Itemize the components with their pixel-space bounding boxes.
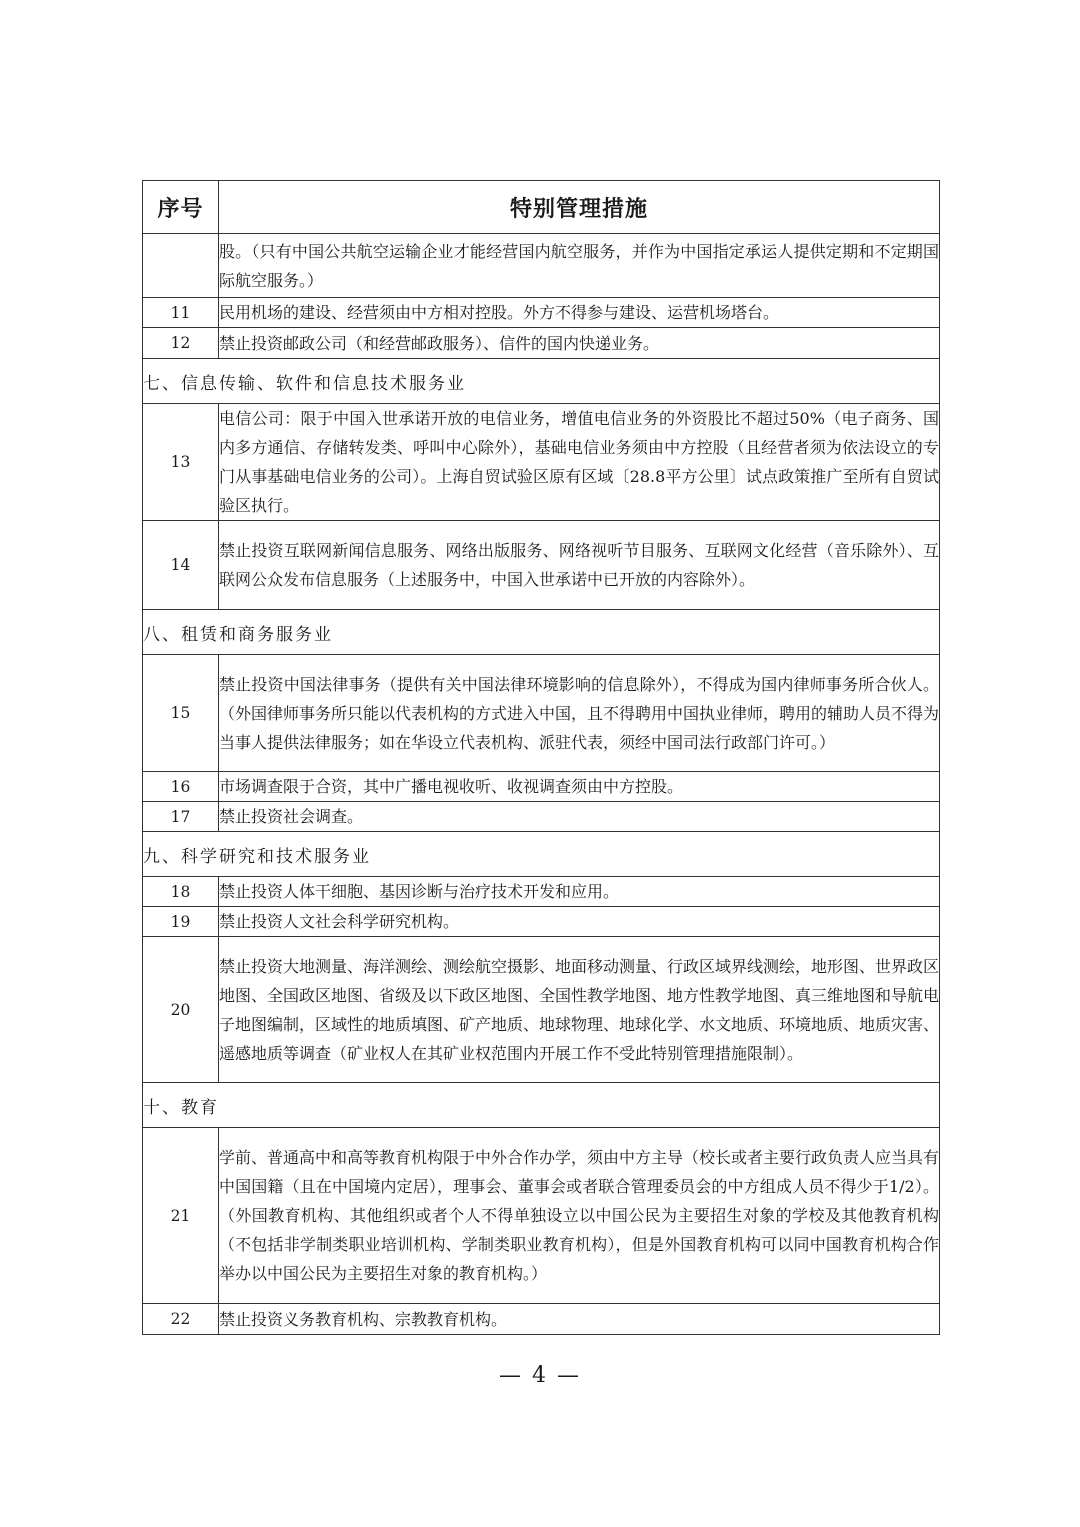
row-number: 12 bbox=[143, 328, 219, 359]
section-row bbox=[143, 359, 940, 404]
row-number: 21 bbox=[143, 1128, 219, 1304]
table-row bbox=[143, 1304, 940, 1335]
row-number: 13 bbox=[143, 404, 219, 521]
table-body bbox=[143, 234, 940, 1335]
page-number: — 4 — bbox=[499, 1363, 581, 1388]
row-measure-text: 禁止投资中国法律事务（提供有关中国法律环境影响的信息除外），不得成为国内律师事务所合伙人。（外国律师事务所只能以代表机构的方式进入中国，且不得聘用中国执业律师，聘用的辅助人员不得为当事人提供法律服务；如在华设立代表机构、派驻代表，须经中国司法行政部门许可。） bbox=[219, 655, 940, 772]
row-measure-text: 禁止投资邮政公司（和经营邮政服务）、信件的国内快递业务。 bbox=[219, 328, 940, 359]
table-header-row bbox=[143, 181, 940, 234]
row-measure-text: 禁止投资义务教育机构、宗教教育机构。 bbox=[219, 1304, 940, 1335]
special-measures-table bbox=[142, 180, 940, 1335]
row-measure-text: 禁止投资社会调查。 bbox=[219, 802, 940, 832]
table-row bbox=[143, 1128, 940, 1304]
row-measure-text: 禁止投资人体干细胞、基因诊断与治疗技术开发和应用。 bbox=[219, 877, 940, 907]
row-number bbox=[143, 234, 219, 298]
table-row bbox=[143, 328, 940, 359]
row-measure-text: 市场调查限于合资，其中广播电视收听、收视调查须由中方控股。 bbox=[219, 772, 940, 802]
row-measure-text: 民用机场的建设、经营须由中方相对控股。外方不得参与建设、运营机场塔台。 bbox=[219, 298, 940, 328]
row-number: 11 bbox=[143, 298, 219, 328]
row-measure-text: 股。（只有中国公共航空运输企业才能经营国内航空服务，并作为中国指定承运人提供定期和不定期国际航空服务。） bbox=[219, 234, 940, 298]
section-heading: 八、租赁和商务服务业 bbox=[143, 610, 940, 655]
row-measure-text: 禁止投资互联网新闻信息服务、网络出版服务、网络视听节目服务、互联网文化经营（音乐除外）、互联网公众发布信息服务（上述服务中，中国入世承诺中已开放的内容除外）。 bbox=[219, 521, 940, 610]
section-heading: 七、信息传输、软件和信息技术服务业 bbox=[143, 359, 940, 404]
table-row bbox=[143, 907, 940, 937]
table-row bbox=[143, 802, 940, 832]
row-number: 20 bbox=[143, 937, 219, 1083]
row-number: 15 bbox=[143, 655, 219, 772]
row-measure-text: 电信公司：限于中国入世承诺开放的电信业务，增值电信业务的外资股比不超过50%（电子商务、国内多方通信、存储转发类、呼叫中心除外），基础电信业务须由中方控股（且经营者须为依法设立的专门从事基础电信业务的公司）。上海自贸试验区原有区域〔28.8平方公里〕试点政策推广至所有自贸试验区执行。 bbox=[219, 404, 940, 521]
header-measures: 特别管理措施 bbox=[219, 181, 940, 234]
row-number: 14 bbox=[143, 521, 219, 610]
table-row bbox=[143, 877, 940, 907]
table-row bbox=[143, 937, 940, 1083]
section-row bbox=[143, 1083, 940, 1128]
row-number: 22 bbox=[143, 1304, 219, 1335]
section-row bbox=[143, 610, 940, 655]
row-number: 16 bbox=[143, 772, 219, 802]
section-row bbox=[143, 832, 940, 877]
table-row bbox=[143, 772, 940, 802]
row-measure-text: 学前、普通高中和高等教育机构限于中外合作办学，须由中方主导（校长或者主要行政负责人应当具有中国国籍（且在中国境内定居），理事会、董事会或者联合管理委员会的中方组成人员不得少于1/2）。（外国教育机构、其他组织或者个人不得单独设立以中国公民为主要招生对象的学校及其他教育机构（不包括非学制类职业培训机构、学制类职业教育机构），但是外国教育机构可以同中国教育机构合作举办以中国公民为主要招生对象的教育机构。） bbox=[219, 1128, 940, 1304]
table-row bbox=[143, 521, 940, 610]
row-measure-text: 禁止投资人文社会科学研究机构。 bbox=[219, 907, 940, 937]
section-heading: 十、教育 bbox=[143, 1083, 940, 1128]
section-heading: 九、科学研究和技术服务业 bbox=[143, 832, 940, 877]
row-number: 17 bbox=[143, 802, 219, 832]
header-number: 序号 bbox=[143, 181, 219, 234]
row-number: 18 bbox=[143, 877, 219, 907]
table-row bbox=[143, 404, 940, 521]
table-row bbox=[143, 298, 940, 328]
table-row bbox=[143, 234, 940, 298]
row-number: 19 bbox=[143, 907, 219, 937]
table-row bbox=[143, 655, 940, 772]
row-measure-text: 禁止投资大地测量、海洋测绘、测绘航空摄影、地面移动测量、行政区域界线测绘，地形图、世界政区地图、全国政区地图、省级及以下政区地图、全国性教学地图、地方性教学地图、真三维地图和导航电子地图编制，区域性的地质填图、矿产地质、地球物理、地球化学、水文地质、环境地质、地质灾害、遥感地质等调查（矿业权人在其矿业权范围内开展工作不受此特别管理措施限制）。 bbox=[219, 937, 940, 1083]
